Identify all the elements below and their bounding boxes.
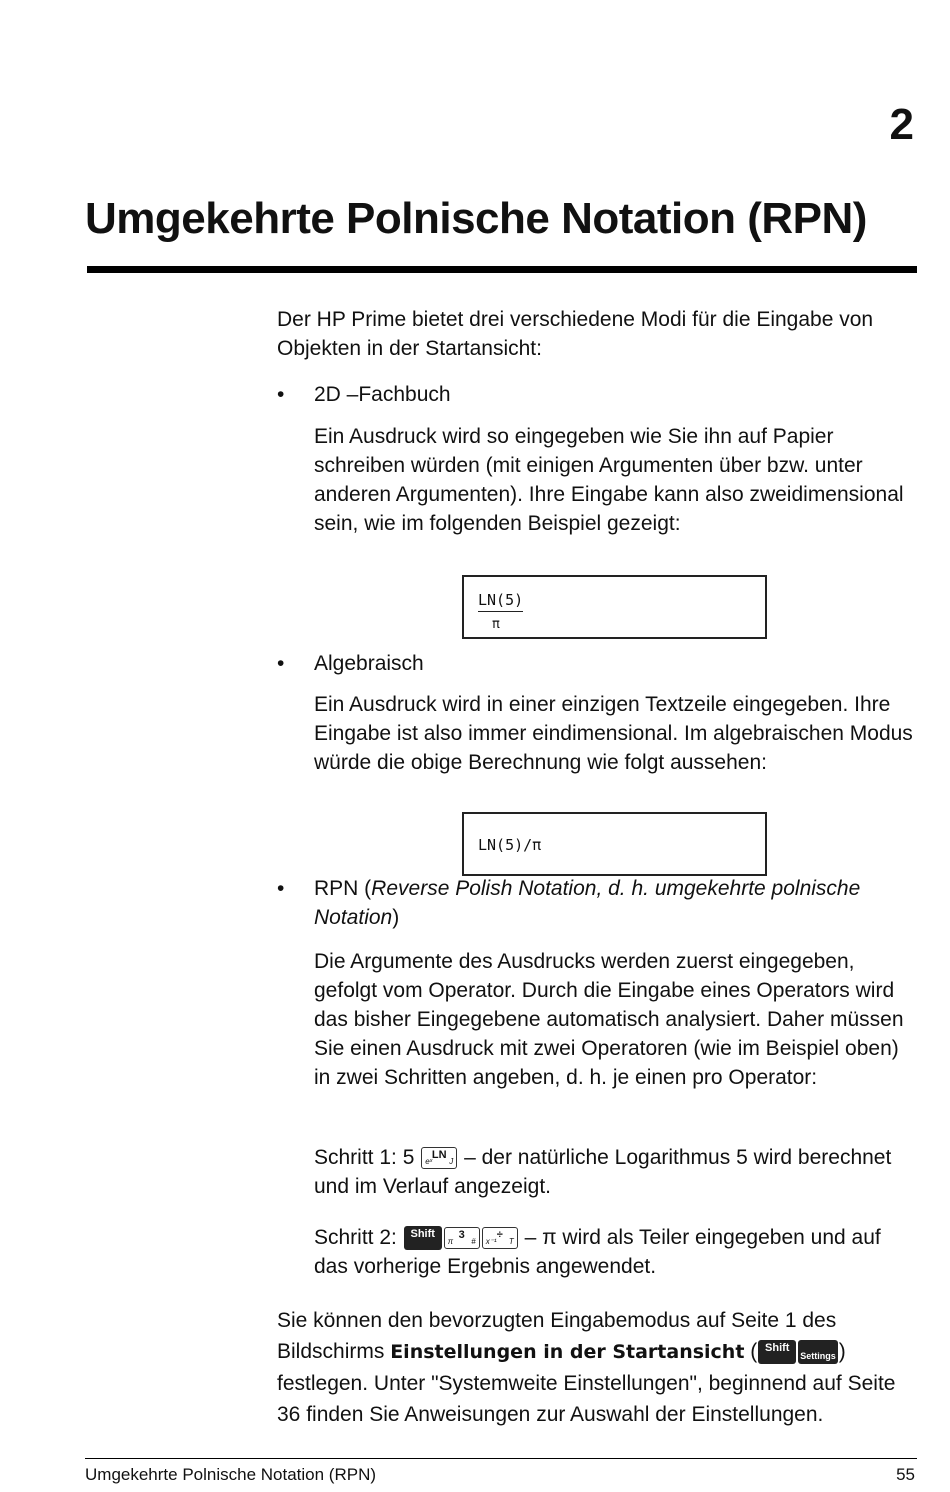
step-2 (314, 1223, 917, 1281)
chapter-number: 2 (889, 100, 914, 149)
settings-screen-name: Einstellungen in der Startansicht (390, 1341, 745, 1363)
step-1-suffix: – der natürliche Logarithmus 5 wird berechnet und im Verlauf angezeigt. (314, 1146, 892, 1198)
step-2-suffix: – π wird als Teiler eingegeben und auf das vorherige Ergebnis angewendet. (314, 1226, 881, 1278)
rpn-label-italic: Reverse Polish Notation, d. h. umgekehrte polnische Notation (314, 877, 861, 929)
close-paren: ) (838, 1340, 846, 1363)
shift-key-icon: Shift (758, 1340, 796, 1364)
rpn-label-suffix: ) (392, 906, 400, 929)
intro-paragraph: Der HP Prime bietet drei verschiedene Modi für die Eingabe von Objekten in der Startansicht: (277, 308, 874, 360)
bullet-dot: • (277, 877, 285, 900)
ln-key-icon (421, 1147, 457, 1169)
screen-algebraic-example (462, 812, 767, 876)
bullet-rpn-label (314, 874, 904, 932)
key-sub-left: x⁻¹ (485, 1237, 497, 1247)
fraction-numerator: LN(5) (478, 591, 523, 612)
key-main-label: ÷ (496, 1229, 503, 1242)
key-sub-right: J (449, 1157, 454, 1167)
key-sub-left: π (447, 1237, 454, 1247)
rpn-label-prefix: RPN ( (314, 877, 372, 900)
settings-key-icon: Settings (798, 1340, 838, 1364)
key-sub-right: T (508, 1237, 514, 1247)
key-main-label: 3 (458, 1229, 465, 1242)
three-pi-key-icon (444, 1227, 480, 1249)
bullet-label: Algebraisch (314, 652, 424, 675)
mode-2d-description: Ein Ausdruck wird so eingegeben wie Sie ihn auf Papier schreiben würden (mit einigen Argumenten über bzw. unter anderen Argumenten). Ihre Eingabe kann also zweidimensional sein, wie im folgenden Beispiel gezeigt: (314, 425, 904, 535)
algebraic-expression: LN(5)/π (478, 836, 542, 854)
screen-2d-example (462, 575, 767, 639)
shift-key-icon: Shift (404, 1226, 442, 1250)
footer-title: Umgekehrte Polnische Notation (RPN) (85, 1465, 377, 1484)
bullet-dot: • (277, 652, 285, 675)
step-1-prefix: Schritt 1: 5 (314, 1146, 415, 1169)
key-sub-right: # (471, 1237, 476, 1247)
bullet-dot: • (277, 383, 285, 406)
closing-before: Sie können den bevorzugten Eingabemodus auf Seite 1 des Bildschirms (277, 1309, 837, 1363)
bullet-label: 2D –Fachbuch (314, 383, 451, 406)
mode-rpn-description: Die Argumente des Ausdrucks werden zuerst eingegeben, gefolgt vom Operator. Durch die Eingabe eines Operators wird das bisher Eingegebene automatisch analysiert. Daher müssen Sie einen Ausdruck mit zwei Operatoren (wie im Beispiel oben) in zwei Schritten angeben, d. h. je einen pro Operator: (314, 950, 904, 1089)
key-main-label: LN (431, 1149, 447, 1162)
title-rule (87, 266, 917, 273)
divide-key-icon (482, 1227, 518, 1249)
key-sub-left: eˣ (425, 1157, 433, 1167)
step-2-prefix: Schritt 2: (314, 1226, 397, 1249)
closing-after: festlegen. Unter "Systemweite Einstellungen", beginnend auf Seite 36 finden Sie Anweisungen zur Auswahl der Einstellungen. (277, 1372, 896, 1426)
chapter-title: Umgekehrte Polnische Notation (RPN) (85, 194, 867, 243)
mode-algebraic-description: Ein Ausdruck wird in einer einzigen Textzeile eingegeben. Ihre Eingabe ist also immer eindimensional. Im algebraischen Modus würde die obige Berechnung wie folgt aussehen: (314, 693, 913, 774)
fraction-denominator: π (492, 617, 500, 632)
footer-rule (85, 1458, 917, 1459)
open-paren: ( (750, 1340, 758, 1363)
closing-paragraph (277, 1305, 917, 1430)
step-1 (314, 1143, 917, 1201)
page-number: 55 (896, 1465, 915, 1484)
